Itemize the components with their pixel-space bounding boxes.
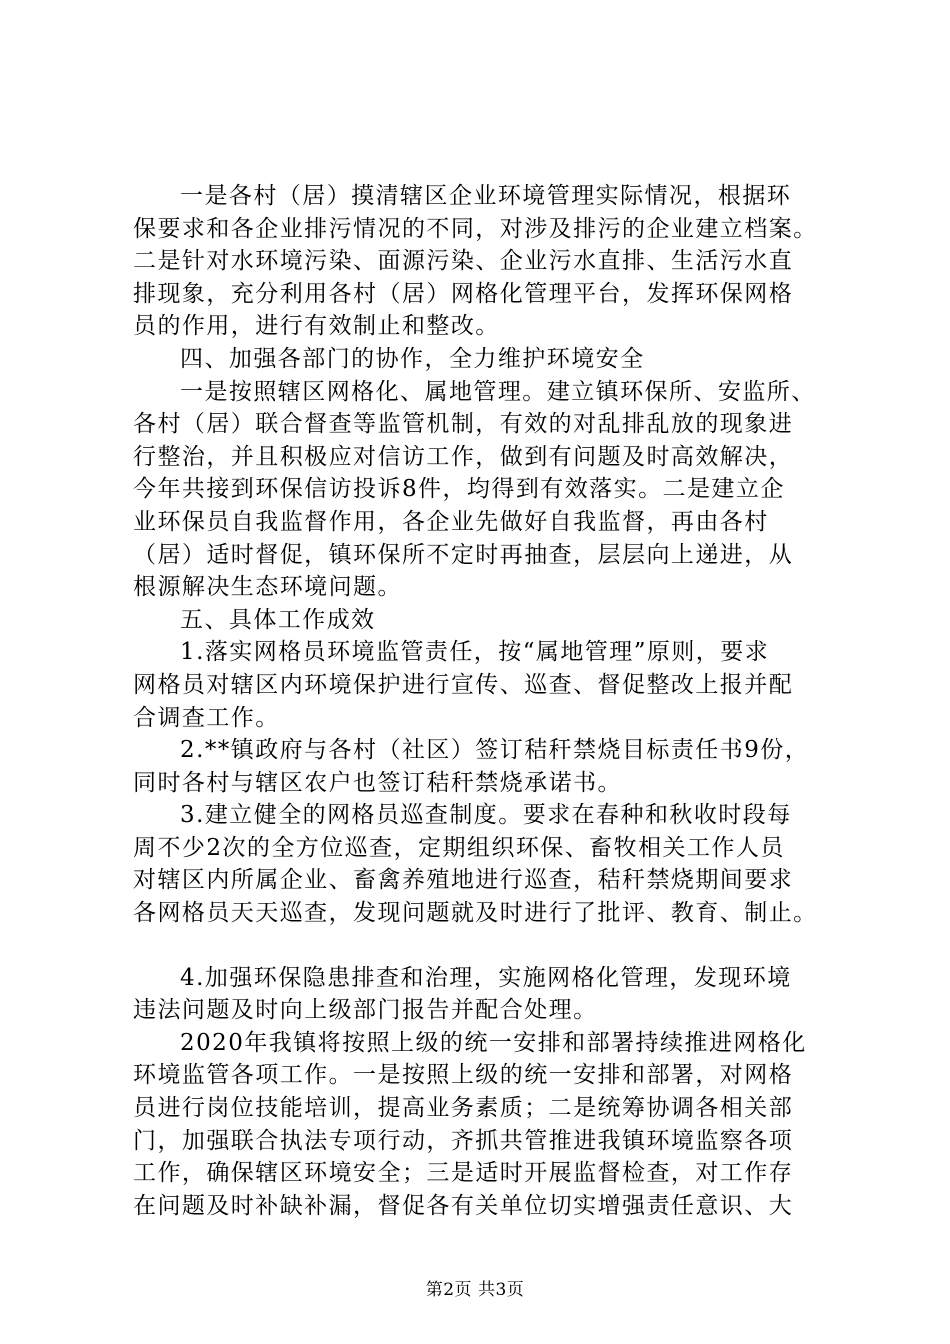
text-line: 排现象，充分利用各村（居）网格化管理平台，发挥环保网格 (133, 280, 794, 307)
text-line: 2.**镇政府与各村（社区）签订秸秆禁烧目标责任书9份， (180, 737, 810, 764)
text-line: 业环保员自我监督作用，各企业先做好自我监督，再由各村 (133, 508, 769, 535)
text-line: 二是针对水环境污染、面源污染、企业污水直排、生活污水直 (133, 248, 794, 275)
text-line: 网格员对辖区内环境保护进行宣传、巡查、督促整改上报并配 (133, 671, 794, 698)
text-line: 周不少2次的全方位巡查，定期组织环保、畜牧相关工作人员 (133, 834, 785, 861)
text-line: 保要求和各企业排污情况的不同，对涉及排污的企业建立档案。 (133, 215, 818, 242)
text-line: （居）适时督促，镇环保所不定时再抽查，层层向上递进，从 (133, 541, 794, 568)
text-line: 工作，确保辖区环境安全；三是适时开展监督检查，对工作存 (133, 1160, 794, 1187)
text-line: 违法问题及时向上级部门报告并配合处理。 (133, 997, 598, 1024)
text-line: 环境监管各项工作。一是按照上级的统一安排和部署，对网格 (133, 1062, 794, 1089)
text-line: 3.建立健全的网格员巡查制度。要求在春种和秋收时段每 (180, 802, 792, 829)
document-body (133, 180, 851, 1222)
text-line: 同时各村与辖区农户也签订秸秆禁烧承诺书。 (133, 769, 622, 796)
text-line: 1.落实网格员环境监管责任，按“属地管理”原则，要求 (180, 639, 770, 666)
text-line: 4.加强环保隐患排查和治理，实施网格化管理，发现环境 (180, 964, 792, 991)
blank-line (133, 930, 851, 962)
text-line: 在问题及时补缺补漏，督促各有关单位切实增强责任意识、大 (133, 1192, 794, 1219)
text-line: 五、具体工作成效 (180, 606, 376, 633)
page-number-footer: 第2页 共3页 (425, 1280, 525, 1300)
text-line: 各网格员天天巡查，发现问题就及时进行了批评、教育、制止。 (133, 900, 818, 927)
text-line: 各村（居）联合督查等监管机制，有效的对乱排乱放的现象进 (133, 411, 794, 438)
text-line: 行整治，并且积极应对信访工作，做到有问题及时高效解决， (133, 443, 794, 470)
text-line: 门，加强联合执法专项行动，齐抓共管推进我镇环境监察各项 (133, 1127, 794, 1154)
text-line: 对辖区内所属企业、畜禽养殖地进行巡查，秸秆禁烧期间要求 (133, 867, 794, 894)
text-line: 一是按照辖区网格化、属地管理。建立镇环保所、安监所、 (180, 378, 816, 405)
text-line: 今年共接到环保信访投诉8件，均得到有效落实。二是建立企 (133, 476, 785, 503)
text-line: 合调查工作。 (133, 704, 280, 731)
text-line: 员进行岗位技能培训，提高业务素质；二是统筹协调各相关部 (133, 1095, 794, 1122)
text-line: 四、加强各部门的协作，全力维护环境安全 (180, 345, 645, 372)
text-line: 一是各村（居）摸清辖区企业环境管理实际情况，根据环 (180, 183, 792, 209)
text-line: 根源解决生态环境问题。 (133, 574, 402, 601)
text-line: 员的作用，进行有效制止和整改。 (133, 313, 500, 340)
text-line: 2020年我镇将按照上级的统一安排和部署持续推进网格化 (180, 1029, 807, 1056)
